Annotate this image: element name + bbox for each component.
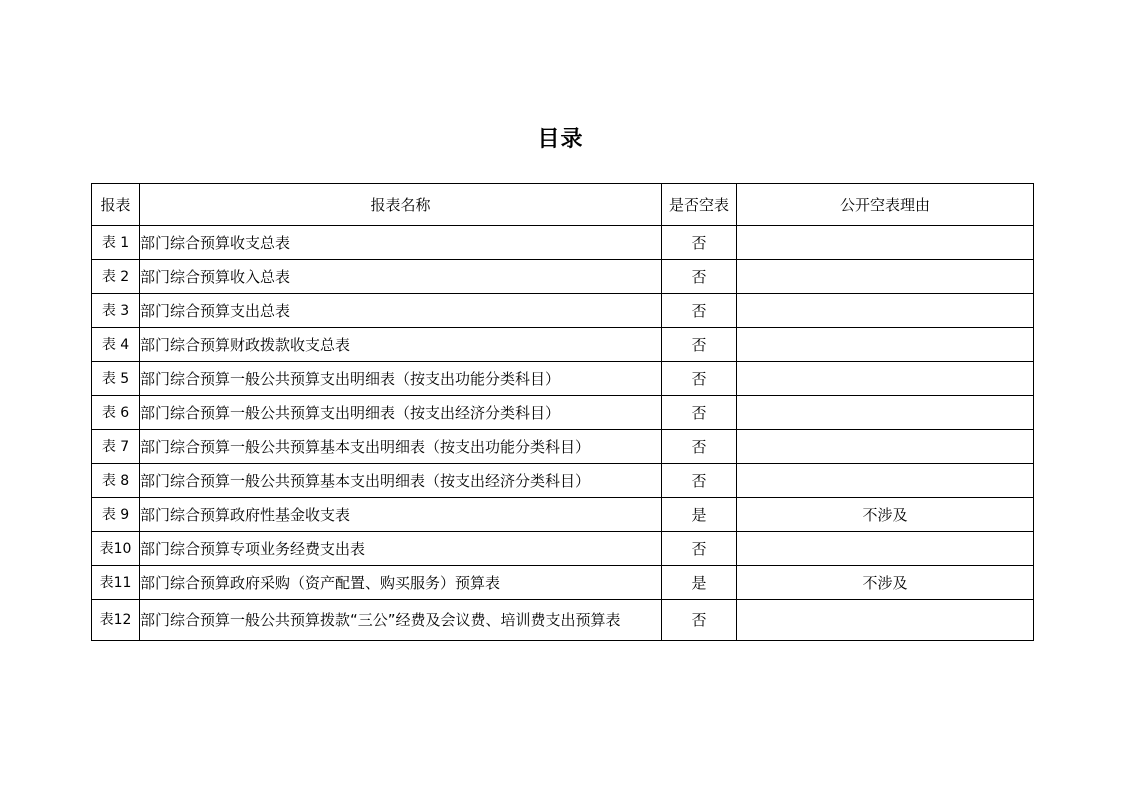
table-row — [92, 532, 1034, 566]
table-row — [92, 464, 1034, 498]
table-row — [92, 226, 1034, 260]
row-id: 表10 — [92, 532, 140, 566]
row-reason: 不涉及 — [737, 566, 1034, 600]
row-is-empty: 否 — [662, 464, 737, 498]
row-is-empty: 否 — [662, 294, 737, 328]
row-reason — [737, 396, 1034, 430]
row-name: 部门综合预算政府采购（资产配置、购买服务）预算表 — [140, 566, 662, 600]
row-is-empty: 否 — [662, 600, 737, 641]
header-name: 报表名称 — [140, 184, 662, 226]
row-name: 部门综合预算一般公共预算基本支出明细表（按支出功能分类科目） — [140, 430, 662, 464]
row-reason — [737, 260, 1034, 294]
row-reason — [737, 532, 1034, 566]
table-header-row — [92, 184, 1034, 226]
row-id: 表 4 — [92, 328, 140, 362]
row-name: 部门综合预算支出总表 — [140, 294, 662, 328]
row-name: 部门综合预算一般公共预算基本支出明细表（按支出经济分类科目） — [140, 464, 662, 498]
row-reason — [737, 464, 1034, 498]
row-reason — [737, 294, 1034, 328]
row-reason — [737, 328, 1034, 362]
row-reason — [737, 362, 1034, 396]
row-is-empty: 是 — [662, 498, 737, 532]
row-name: 部门综合预算收入总表 — [140, 260, 662, 294]
row-name: 部门综合预算政府性基金收支表 — [140, 498, 662, 532]
row-is-empty: 否 — [662, 396, 737, 430]
row-id: 表 8 — [92, 464, 140, 498]
row-name: 部门综合预算财政拨款收支总表 — [140, 328, 662, 362]
row-name: 部门综合预算收支总表 — [140, 226, 662, 260]
row-is-empty: 否 — [662, 226, 737, 260]
table-row — [92, 430, 1034, 464]
page-title: 目录 — [537, 127, 584, 152]
table-row — [92, 600, 1034, 641]
table-row — [92, 328, 1034, 362]
header-reason: 公开空表理由 — [737, 184, 1034, 226]
toc-table — [91, 183, 1034, 641]
row-is-empty: 否 — [662, 532, 737, 566]
row-name: 部门综合预算专项业务经费支出表 — [140, 532, 662, 566]
row-id: 表 2 — [92, 260, 140, 294]
row-id: 表 9 — [92, 498, 140, 532]
row-id: 表11 — [92, 566, 140, 600]
row-is-empty: 否 — [662, 362, 737, 396]
row-id: 表12 — [92, 600, 140, 641]
row-is-empty: 否 — [662, 260, 737, 294]
table-row — [92, 294, 1034, 328]
row-name: 部门综合预算一般公共预算支出明细表（按支出功能分类科目） — [140, 362, 662, 396]
table-row — [92, 362, 1034, 396]
row-reason — [737, 226, 1034, 260]
row-is-empty: 否 — [662, 430, 737, 464]
row-reason — [737, 600, 1034, 641]
table-row — [92, 498, 1034, 532]
row-reason: 不涉及 — [737, 498, 1034, 532]
row-is-empty: 否 — [662, 328, 737, 362]
table-row — [92, 566, 1034, 600]
header-id: 报表 — [92, 184, 140, 226]
row-name: 部门综合预算一般公共预算支出明细表（按支出经济分类科目） — [140, 396, 662, 430]
row-id: 表 6 — [92, 396, 140, 430]
row-id: 表 3 — [92, 294, 140, 328]
table-row — [92, 260, 1034, 294]
row-id: 表 5 — [92, 362, 140, 396]
row-id: 表 1 — [92, 226, 140, 260]
row-id: 表 7 — [92, 430, 140, 464]
row-name: 部门综合预算一般公共预算拨款“三公”经费及会议费、培训费支出预算表 — [140, 600, 662, 641]
row-is-empty: 是 — [662, 566, 737, 600]
header-is-empty: 是否空表 — [662, 184, 737, 226]
row-reason — [737, 430, 1034, 464]
table-row — [92, 396, 1034, 430]
